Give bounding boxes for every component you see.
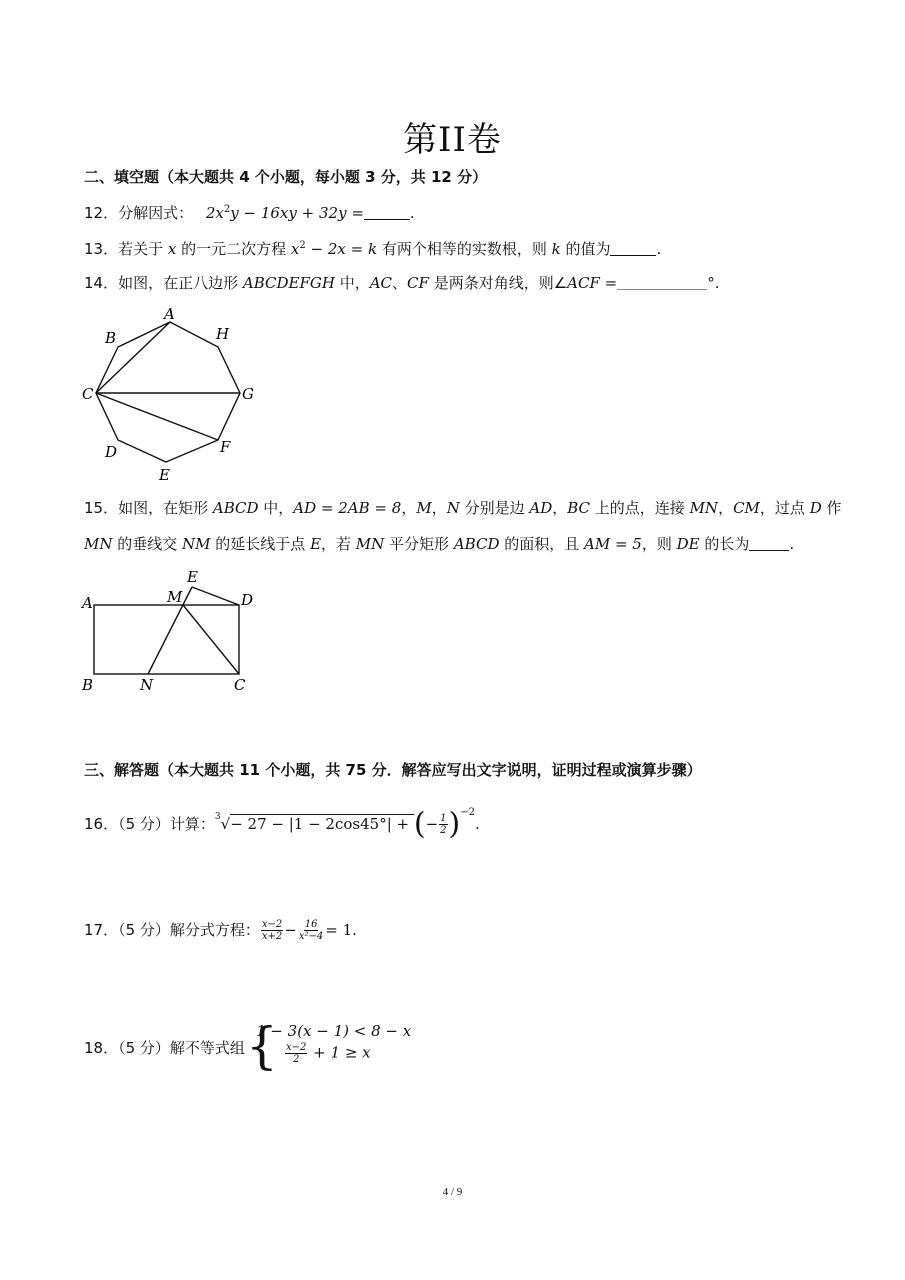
q15-n: N	[446, 499, 460, 517]
q14-sep: 、	[392, 274, 408, 292]
q15-mn: MN	[689, 499, 719, 517]
rect-label-e: E	[187, 568, 198, 586]
q12-expr-b: y − 16xy + 32y =	[230, 204, 364, 222]
q12-answer-blank[interactable]	[364, 205, 410, 220]
q13-eq-b: − 2x = k	[305, 240, 378, 258]
q16-frac-den: 2	[440, 825, 447, 836]
q15-text: 平分矩形	[384, 535, 454, 553]
vertex-label-b: B	[105, 329, 117, 347]
line-ed	[192, 587, 239, 605]
q14-answer-blank[interactable]	[617, 275, 707, 290]
q15-e: E	[310, 535, 322, 553]
q15-number: 15．	[84, 499, 119, 517]
q14-t2: 中，	[334, 274, 370, 292]
q13-t2: 的一元二次方程	[176, 240, 291, 258]
q15-mn-2: MN	[84, 535, 113, 553]
rectangle-figure	[74, 565, 274, 700]
vertex-label-a: A	[164, 305, 175, 323]
q13-number: 13．	[84, 240, 119, 258]
q17-minus: −	[284, 921, 297, 939]
q17-f1-den: x+2	[261, 931, 283, 942]
q15-text: 中，	[258, 499, 294, 517]
q15-text: 上的点，连接	[590, 499, 690, 517]
q18-inequality-2	[284, 1042, 371, 1065]
line-cm	[183, 605, 239, 674]
q17-f2-den: x²−4	[298, 931, 324, 942]
q13-t4: 的值为	[560, 240, 611, 258]
vertex-label-h: H	[216, 325, 230, 343]
q13-eq-sup: 2	[299, 240, 306, 251]
q16-expression: − 27 − |1 − 2cos45°| +	[230, 815, 414, 833]
q15-eq1: AD = 2AB = 8	[293, 499, 402, 517]
vertex-label-c: C	[82, 385, 94, 403]
q15-abcd: ABCD	[212, 499, 259, 517]
q13-eq-a: x	[290, 240, 300, 258]
q14-acf: ACF	[567, 274, 600, 292]
q15-text: ，过点	[759, 499, 810, 517]
page-number: 4 / 9	[442, 1186, 463, 1198]
q15-mn-3: MN	[355, 535, 385, 553]
rect-label-c: C	[234, 676, 246, 694]
octagon-figure	[74, 300, 274, 490]
q15-text: 分别是边	[459, 499, 530, 517]
q15-text: 的面积，且	[499, 535, 585, 553]
question-14	[84, 273, 720, 293]
q16-fraction	[439, 813, 447, 836]
q17-label: 17．（5 分）解分式方程：	[84, 921, 260, 939]
q18-inequality-1: 1 − 3(x − 1) < 8 − x	[256, 1022, 412, 1040]
q18-frac-num: x−2	[286, 1042, 307, 1053]
q17-fraction-1	[261, 919, 283, 942]
question-17	[84, 916, 357, 944]
radical-sign-icon: √	[220, 815, 231, 833]
q17-rhs: = 1	[325, 921, 353, 939]
q15-text: ，	[401, 499, 417, 517]
q18-fraction	[285, 1042, 307, 1065]
q13-t3: 有两个相等的实数根，则	[377, 240, 552, 258]
q18-frac-den: 2	[293, 1054, 300, 1065]
question-15-line-2	[84, 534, 794, 554]
question-13	[84, 236, 661, 259]
left-brace-icon: {	[246, 1017, 278, 1075]
q15-text: ，	[552, 499, 568, 517]
q15-text: ，若	[321, 535, 356, 553]
q12-expr-sup: 2	[223, 204, 231, 215]
section-2-heading: 二、填空题（本大题共 4 个小题，每小题 3 分，共 12 分）	[84, 168, 488, 186]
q12-number: 12．	[84, 204, 119, 222]
q17-f2-num: 16	[304, 919, 318, 930]
q12-expr-a: 2x	[205, 204, 224, 222]
right-paren-icon: )	[448, 806, 461, 842]
q14-t3: 是两条对角线，则∠	[428, 274, 568, 292]
question-18	[84, 1038, 245, 1058]
q15-end: .	[789, 535, 795, 553]
q13-t1: 若关于	[118, 240, 168, 258]
page-title: 第II卷	[403, 120, 502, 160]
q14-number: 14．	[84, 274, 119, 292]
vertex-label-d: D	[105, 443, 118, 461]
q15-abcd-2: ABCD	[453, 535, 500, 553]
q15-eq2: AM = 5	[584, 535, 642, 553]
q13-x: x	[167, 240, 177, 258]
section-3-heading: 三、解答题（本大题共 11 个小题，共 75 分．解答应写出文字说明，证明过程或演算步骤）	[84, 761, 702, 779]
q13-k: k	[551, 240, 561, 258]
q15-de: DE	[676, 535, 700, 553]
question-15-line-1	[84, 498, 842, 518]
question-16	[84, 800, 480, 842]
q16-end: .	[475, 815, 480, 833]
q15-ad: AD	[529, 499, 553, 517]
q15-text: ，	[431, 499, 447, 517]
q14-t1: 如图，在正八边形	[118, 274, 243, 292]
vertex-label-e: E	[159, 466, 170, 484]
rect-label-n: N	[140, 676, 154, 694]
q15-text: 的垂线交	[112, 535, 183, 553]
q16-frac-num: 1	[440, 813, 447, 824]
rect-label-a: A	[82, 594, 93, 612]
q15-text: ，	[718, 499, 734, 517]
q15-bc: BC	[567, 499, 591, 517]
vertex-label-f: F	[220, 438, 231, 456]
q16-label: 16．（5 分）计算：	[84, 815, 215, 833]
q15-nm: NM	[182, 535, 211, 553]
q13-end: .	[656, 240, 662, 258]
q18-label: 18．（5 分）解不等式组	[84, 1039, 245, 1057]
rect-label-d: D	[241, 591, 254, 609]
q16-exponent: −2	[460, 807, 475, 818]
q13-answer-blank[interactable]	[610, 241, 656, 256]
q12-end: .	[409, 204, 415, 222]
q15-answer-blank[interactable]	[749, 536, 789, 551]
question-12	[84, 200, 415, 223]
left-paren-icon: (	[413, 806, 426, 842]
rect-label-m: M	[167, 588, 183, 606]
q15-cm: CM	[733, 499, 760, 517]
q15-d: D	[809, 499, 822, 517]
vertex-label-g: G	[242, 385, 254, 403]
q15-text: ，则	[641, 535, 677, 553]
q18-inequality-2-rest: + 1 ≥ x	[313, 1043, 371, 1062]
q17-fraction-2	[298, 919, 324, 942]
q16-root-index: 3	[214, 812, 221, 822]
q17-f1-num: x−2	[261, 919, 283, 930]
q15-text: 如图，在矩形	[118, 499, 213, 517]
q14-ac: AC	[369, 274, 393, 292]
rect-label-b: B	[82, 676, 94, 694]
q14-cf: CF	[407, 274, 429, 292]
q12-text: 分解因式：	[118, 204, 194, 222]
q15-text: 作	[821, 499, 842, 517]
q15-m: M	[416, 499, 432, 517]
q16-minus: −	[425, 815, 439, 833]
q14-end: °.	[707, 274, 720, 292]
q14-t4: =	[599, 274, 618, 292]
q14-shape: ABCDEFGH	[242, 274, 335, 292]
octagon-outline	[96, 322, 240, 462]
rectangle-abcd	[94, 605, 239, 674]
q17-end: .	[352, 921, 357, 939]
q15-text: 的长为	[699, 535, 750, 553]
q15-text: 的延长线于点	[210, 535, 311, 553]
